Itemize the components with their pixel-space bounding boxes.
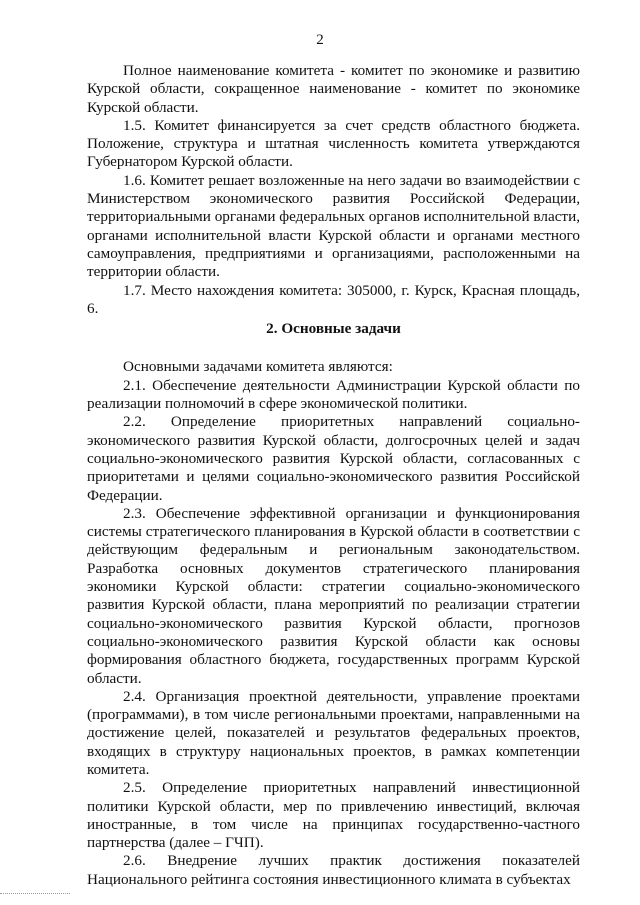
page-number: 2: [316, 32, 324, 48]
scan-edge-mark: [0, 893, 70, 898]
section-heading: 2. Основные задачи: [266, 320, 401, 338]
paragraph-2-5: 2.5. Определение приоритетных направлений инвестиционной политики Курской области, мер по привлечению инвестиций, включая иностранные, в том числе на принципах государственно-частного партнерства (далее – ГЧП).: [87, 779, 580, 852]
paragraph-full-name: Полное наименование комитета - комитет по экономике и развитию Курской области, сокращенное наименование - комитет по экономике Курской области.: [87, 62, 580, 116]
paragraph-1-6: 1.6. Комитет решает возложенные на него задачи во взаимодействии с Министерством экономического развития Российской Федерации, территориальными органами федеральных органов исполнительной власти, органами исполнительной власти Курской области и органами местного самоуправления, предприятиями и организациями, расположенными на территории области.: [87, 171, 580, 281]
paragraph-2-1: 2.1. Обеспечение деятельности Администрации Курской области по реализации полномочий в сфере экономической политики.: [87, 376, 580, 413]
paragraph-2-4: 2.4. Организация проектной деятельности, управление проектами (программами), в том числе региональными проектами, направленными на достижение целей, показателей и результатов федеральных проектов, входящих в структуру национальных проектов, в рамках компетенции комитета.: [87, 687, 580, 778]
paragraph-1-5: 1.5. Комитет финансируется за счет средств областного бюджета. Положение, структура и штатная численность комитета утверждаются Губернатором Курской области.: [87, 116, 580, 171]
paragraph-tasks-intro: Основными задачами комитета являются:: [123, 358, 393, 376]
paragraph-2-3: 2.3. Обеспечение эффективной организации и функционирования системы стратегического планирования в Курской области в соответствии с действующим федеральным и региональным законодательством. Разработка основных документов стратегического планирования экономики Курской области: стратегии социально-экономического развития Курской области, плана мероприятий по реализации стратегии социально-экономического развития Курской области, прогнозов социально-экономического развития Курской области как основы формирования областного бюджета, государственных программ Курской области.: [87, 504, 580, 687]
paragraph-2-2: 2.2. Определение приоритетных направлений социально-экономического развития Курской области, долгосрочных целей и задач социально-экономического развития Курской области, согласованных с приоритетами и целями социально-экономического развития Российской Федерации.: [87, 413, 580, 504]
document-body: [87, 62, 580, 889]
paragraph-2-6: 2.6. Внедрение лучших практик достижения показателей Национального рейтинга состояния инвестиционного климата в субъектах: [87, 852, 580, 888]
paragraph-1-7: 1.7. Место нахождения комитета: 305000, г. Курск, Красная площадь, 6.: [87, 281, 580, 317]
